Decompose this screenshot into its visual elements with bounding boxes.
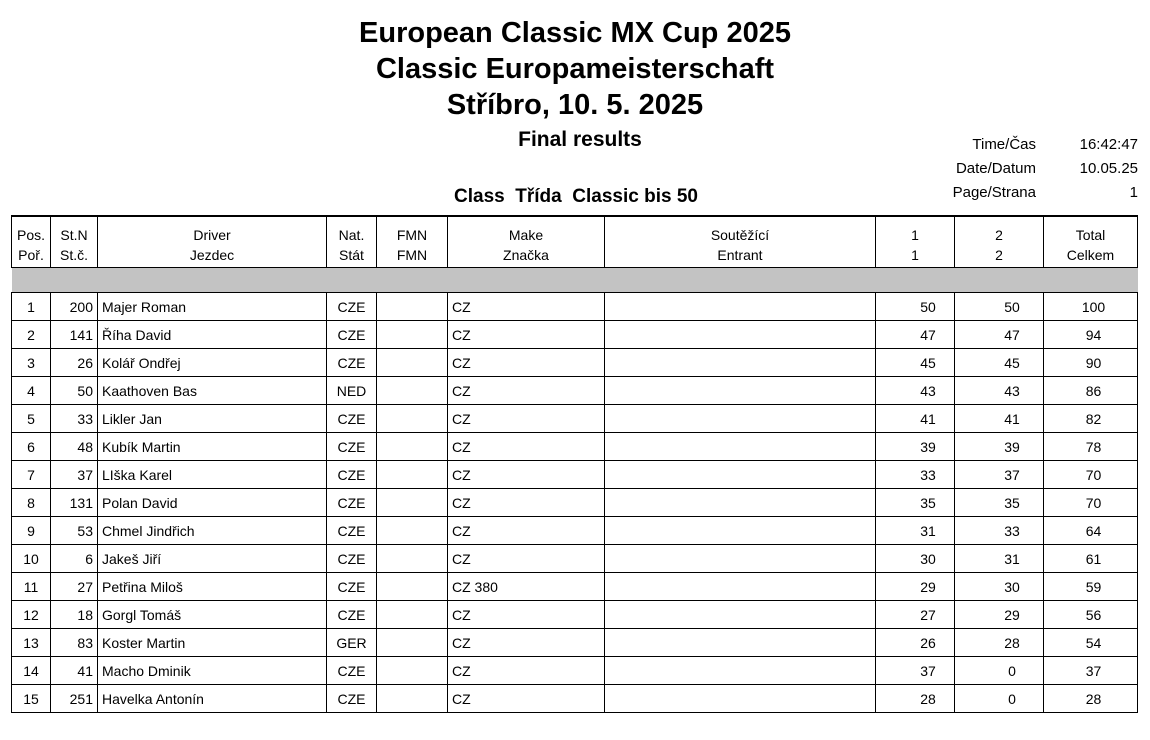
make-cell: CZ: [448, 489, 605, 517]
race1-points-cell: 31: [876, 517, 955, 545]
make-cell: CZ: [448, 629, 605, 657]
col-header-start-number: St.N: [51, 216, 98, 243]
race1-points-cell: 28: [876, 685, 955, 713]
nation-cell: CZE: [327, 461, 377, 489]
total-points-cell: 54: [1044, 629, 1138, 657]
position-cell: 7: [12, 461, 51, 489]
nation-cell: NED: [327, 377, 377, 405]
entrant-cell: [605, 405, 876, 433]
race1-points-cell: 41: [876, 405, 955, 433]
race2-points-cell: 0: [955, 685, 1044, 713]
nation-cell: CZE: [327, 433, 377, 461]
results-table: [11, 215, 1138, 713]
class-name: Class Třída Classic bis 50: [454, 186, 698, 207]
event-location-date: Stříbro, 10. 5. 2025: [446, 89, 704, 121]
race2-points-cell: 41: [955, 405, 1044, 433]
col-header-pos-cz: Poř.: [12, 243, 51, 268]
nation-cell: CZE: [327, 405, 377, 433]
make-cell: CZ: [448, 601, 605, 629]
start-number-cell: 141: [51, 321, 98, 349]
table-row: [12, 573, 1138, 601]
start-number-cell: 41: [51, 657, 98, 685]
fmn-cell: [377, 573, 448, 601]
race1-points-cell: 26: [876, 629, 955, 657]
race1-points-cell: 43: [876, 377, 955, 405]
position-cell: 13: [12, 629, 51, 657]
fmn-cell: [377, 545, 448, 573]
entrant-cell: [605, 461, 876, 489]
race2-points-cell: 35: [955, 489, 1044, 517]
table-row: [12, 349, 1138, 377]
start-number-cell: 26: [51, 349, 98, 377]
entrant-cell: [605, 545, 876, 573]
fmn-cell: [377, 657, 448, 685]
total-points-cell: 28: [1044, 685, 1138, 713]
driver-cell: Majer Roman: [98, 293, 327, 321]
nation-cell: CZE: [327, 293, 377, 321]
table-row: [12, 601, 1138, 629]
total-points-cell: 78: [1044, 433, 1138, 461]
col-header-race1-cz: 1: [876, 243, 955, 268]
race2-points-cell: 31: [955, 545, 1044, 573]
col-header-entrant: Soutěžící: [605, 216, 876, 243]
race1-points-cell: 37: [876, 657, 955, 685]
race2-points-cell: 43: [955, 377, 1044, 405]
race2-points-cell: 47: [955, 321, 1044, 349]
make-cell: CZ: [448, 657, 605, 685]
total-points-cell: 37: [1044, 657, 1138, 685]
race2-points-cell: 50: [955, 293, 1044, 321]
total-points-cell: 82: [1044, 405, 1138, 433]
position-cell: 6: [12, 433, 51, 461]
race2-points-cell: 28: [955, 629, 1044, 657]
make-cell: CZ: [448, 545, 605, 573]
start-number-cell: 48: [51, 433, 98, 461]
position-cell: 14: [12, 657, 51, 685]
table-row: [12, 489, 1138, 517]
fmn-cell: [377, 517, 448, 545]
table-row: [12, 321, 1138, 349]
nation-cell: CZE: [327, 573, 377, 601]
col-header-make: Make: [448, 216, 605, 243]
position-cell: 15: [12, 685, 51, 713]
make-cell: CZ: [448, 321, 605, 349]
make-cell: CZ: [448, 517, 605, 545]
position-cell: 11: [12, 573, 51, 601]
header-row-english: [12, 216, 1138, 243]
make-cell: CZ: [448, 461, 605, 489]
event-subtitle-german: Classic Europameisterschaft: [375, 53, 775, 85]
driver-cell: Kubík Martin: [98, 433, 327, 461]
col-header-fmn: FMN: [377, 216, 448, 243]
table-row: [12, 377, 1138, 405]
entrant-cell: [605, 489, 876, 517]
entrant-cell: [605, 629, 876, 657]
position-cell: 1: [12, 293, 51, 321]
table-row: [12, 629, 1138, 657]
total-points-cell: 64: [1044, 517, 1138, 545]
entrant-cell: [605, 349, 876, 377]
total-points-cell: 94: [1044, 321, 1138, 349]
total-points-cell: 56: [1044, 601, 1138, 629]
entrant-cell: [605, 293, 876, 321]
start-number-cell: 50: [51, 377, 98, 405]
nation-cell: CZE: [327, 657, 377, 685]
make-cell: CZ: [448, 405, 605, 433]
fmn-cell: [377, 405, 448, 433]
position-cell: 8: [12, 489, 51, 517]
driver-cell: Likler Jan: [98, 405, 327, 433]
entrant-cell: [605, 601, 876, 629]
race1-points-cell: 50: [876, 293, 955, 321]
nation-cell: CZE: [327, 517, 377, 545]
driver-cell: Havelka Antonín: [98, 685, 327, 713]
total-points-cell: 61: [1044, 545, 1138, 573]
position-cell: 12: [12, 601, 51, 629]
driver-cell: Gorgl Tomáš: [98, 601, 327, 629]
start-number-cell: 83: [51, 629, 98, 657]
make-cell: CZ: [448, 433, 605, 461]
fmn-cell: [377, 377, 448, 405]
event-title: European Classic MX Cup 2025: [359, 17, 791, 49]
entrant-cell: [605, 433, 876, 461]
col-header-fmn-cz: FMN: [377, 243, 448, 268]
race2-points-cell: 29: [955, 601, 1044, 629]
race2-points-cell: 39: [955, 433, 1044, 461]
results-body: [12, 293, 1138, 713]
driver-cell: Kolář Ondřej: [98, 349, 327, 377]
col-header-race2-cz: 2: [955, 243, 1044, 268]
entrant-cell: [605, 377, 876, 405]
race1-points-cell: 29: [876, 573, 955, 601]
race1-points-cell: 27: [876, 601, 955, 629]
total-points-cell: 70: [1044, 461, 1138, 489]
nation-cell: CZE: [327, 321, 377, 349]
make-cell: CZ: [448, 293, 605, 321]
start-number-cell: 6: [51, 545, 98, 573]
fmn-cell: [377, 601, 448, 629]
driver-cell: Jakeš Jiří: [98, 545, 327, 573]
start-number-cell: 131: [51, 489, 98, 517]
table-row: [12, 545, 1138, 573]
race2-points-cell: 37: [955, 461, 1044, 489]
table-row: [12, 293, 1138, 321]
col-header-total: Total: [1044, 216, 1138, 243]
entrant-cell: [605, 685, 876, 713]
driver-cell: Polan David: [98, 489, 327, 517]
col-header-nation-cz: Stát: [327, 243, 377, 268]
position-cell: 2: [12, 321, 51, 349]
date-label: Date/Datum: [955, 160, 1036, 177]
col-header-driver-cz: Jezdec: [98, 243, 327, 268]
position-cell: 3: [12, 349, 51, 377]
time-value: 16:42:47: [1079, 136, 1138, 153]
page-label: Page/Strana: [952, 184, 1036, 201]
driver-cell: Kaathoven Bas: [98, 377, 327, 405]
nation-cell: CZE: [327, 545, 377, 573]
col-header-race1: 1: [876, 216, 955, 243]
header-row-czech: [12, 243, 1138, 268]
driver-cell: Říha David: [98, 321, 327, 349]
results-type: Final results: [518, 128, 642, 151]
nation-cell: CZE: [327, 349, 377, 377]
fmn-cell: [377, 685, 448, 713]
table-row: [12, 657, 1138, 685]
col-header-driver: Driver: [98, 216, 327, 243]
total-points-cell: 86: [1044, 377, 1138, 405]
fmn-cell: [377, 629, 448, 657]
total-points-cell: 90: [1044, 349, 1138, 377]
table-row: [12, 405, 1138, 433]
col-header-pos: Pos.: [12, 216, 51, 243]
time-label: Time/Čas: [972, 136, 1036, 153]
table-row: [12, 461, 1138, 489]
fmn-cell: [377, 321, 448, 349]
fmn-cell: [377, 433, 448, 461]
driver-cell: Koster Martin: [98, 629, 327, 657]
nation-cell: GER: [327, 629, 377, 657]
race2-points-cell: 30: [955, 573, 1044, 601]
entrant-cell: [605, 517, 876, 545]
start-number-cell: 53: [51, 517, 98, 545]
race1-points-cell: 33: [876, 461, 955, 489]
table-row: [12, 685, 1138, 713]
race1-points-cell: 30: [876, 545, 955, 573]
make-cell: CZ: [448, 377, 605, 405]
position-cell: 9: [12, 517, 51, 545]
start-number-cell: 251: [51, 685, 98, 713]
fmn-cell: [377, 349, 448, 377]
race1-points-cell: 35: [876, 489, 955, 517]
position-cell: 4: [12, 377, 51, 405]
table-row: [12, 433, 1138, 461]
race2-points-cell: 33: [955, 517, 1044, 545]
total-points-cell: 100: [1044, 293, 1138, 321]
start-number-cell: 33: [51, 405, 98, 433]
total-points-cell: 70: [1044, 489, 1138, 517]
make-cell: CZ: [448, 349, 605, 377]
driver-cell: LIška Karel: [98, 461, 327, 489]
driver-cell: Petřina Miloš: [98, 573, 327, 601]
race2-points-cell: 45: [955, 349, 1044, 377]
fmn-cell: [377, 461, 448, 489]
make-cell: CZ 380: [448, 573, 605, 601]
start-number-cell: 18: [51, 601, 98, 629]
col-header-race2: 2: [955, 216, 1044, 243]
total-points-cell: 59: [1044, 573, 1138, 601]
make-cell: CZ: [448, 685, 605, 713]
entrant-cell: [605, 573, 876, 601]
nation-cell: CZE: [327, 601, 377, 629]
table-row: [12, 517, 1138, 545]
start-number-cell: 37: [51, 461, 98, 489]
race1-points-cell: 39: [876, 433, 955, 461]
col-header-make-cz: Značka: [448, 243, 605, 268]
position-cell: 5: [12, 405, 51, 433]
col-header-entrant-cz: Entrant: [605, 243, 876, 268]
col-header-nation: Nat.: [327, 216, 377, 243]
fmn-cell: [377, 489, 448, 517]
race1-points-cell: 47: [876, 321, 955, 349]
page-value: 1: [1129, 184, 1138, 201]
race1-points-cell: 45: [876, 349, 955, 377]
separator-band: [12, 268, 1138, 293]
gray-band: [12, 268, 1138, 293]
entrant-cell: [605, 321, 876, 349]
start-number-cell: 27: [51, 573, 98, 601]
driver-cell: Macho Dminik: [98, 657, 327, 685]
entrant-cell: [605, 657, 876, 685]
date-value: 10.05.25: [1079, 160, 1138, 177]
race2-points-cell: 0: [955, 657, 1044, 685]
nation-cell: CZE: [327, 489, 377, 517]
fmn-cell: [377, 293, 448, 321]
driver-cell: Chmel Jindřich: [98, 517, 327, 545]
nation-cell: CZE: [327, 685, 377, 713]
col-header-total-cz: Celkem: [1044, 243, 1138, 268]
col-header-start-number-cz: St.č.: [51, 243, 98, 268]
position-cell: 10: [12, 545, 51, 573]
start-number-cell: 200: [51, 293, 98, 321]
